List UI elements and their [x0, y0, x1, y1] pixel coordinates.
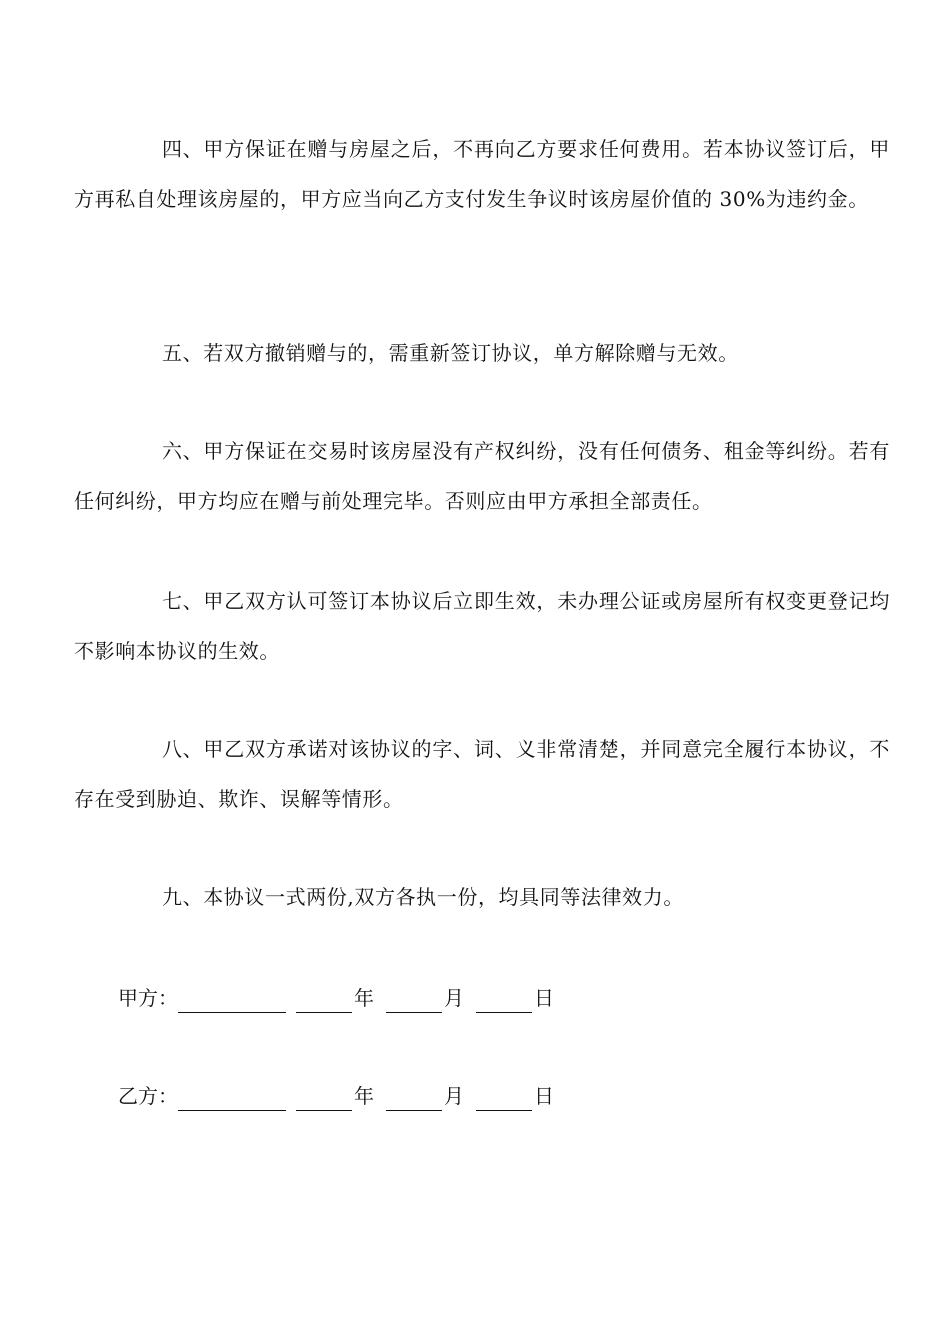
day-blank: [476, 1088, 532, 1111]
clause-text: 甲方保证在交易时该房屋没有产权纠纷，没有任何债务、租金等纠纷。若有任何纠纷，甲方均应在赠与前处理完毕。否则应由甲方承担全部责任。: [74, 439, 890, 513]
clause-number: 九、: [162, 885, 204, 909]
year-blank: [296, 990, 352, 1013]
clause-6: [74, 426, 890, 526]
clause-number: 六、: [162, 439, 204, 463]
month-label: 月: [444, 1084, 464, 1108]
month-label: 月: [444, 986, 464, 1010]
year-label: 年: [354, 1084, 374, 1108]
clause-text: 甲乙双方承诺对该协议的字、词、义非常清楚，并同意完全履行本协议，不存在受到胁迫、欺诈、误解等情形。: [74, 737, 890, 811]
day-label: 日: [534, 986, 554, 1010]
day-label: 日: [534, 1084, 554, 1108]
clause-number: 七、: [162, 589, 204, 613]
signature-line-party-b: [118, 1081, 566, 1111]
party-label: 甲方：: [118, 986, 178, 1010]
clause-8: [74, 724, 890, 824]
clause-7: [74, 576, 890, 676]
signature-line-party-a: [118, 983, 566, 1013]
clause-text: 甲乙双方认可签订本协议后立即生效，未办理公证或房屋所有权变更登记均不影响本协议的生效。: [74, 589, 890, 663]
year-blank: [296, 1088, 352, 1111]
clause-5: [74, 328, 890, 378]
clause-number: 八、: [162, 737, 204, 761]
clause-number: 四、: [162, 137, 204, 161]
day-blank: [476, 990, 532, 1013]
party-label: 乙方：: [118, 1084, 178, 1108]
clause-number: 五、: [162, 341, 204, 365]
clause-4: [74, 124, 890, 224]
signature-blank: [178, 990, 286, 1013]
year-label: 年: [354, 986, 374, 1010]
clause-9: [74, 872, 890, 922]
clause-text: 甲方保证在赠与房屋之后，不再向乙方要求任何费用。若本协议签订后，甲方再私自处理该房屋的，甲方应当向乙方支付发生争议时该房屋价值的 30%为违约金。: [74, 137, 890, 211]
month-blank: [386, 1088, 442, 1111]
month-blank: [386, 990, 442, 1013]
clause-text: 若双方撤销赠与的，需重新签订协议，单方解除赠与无效。: [203, 341, 739, 365]
clause-text: 本协议一式两份,双方各执一份，均具同等法律效力。: [203, 885, 684, 909]
signature-blank: [178, 1088, 286, 1111]
